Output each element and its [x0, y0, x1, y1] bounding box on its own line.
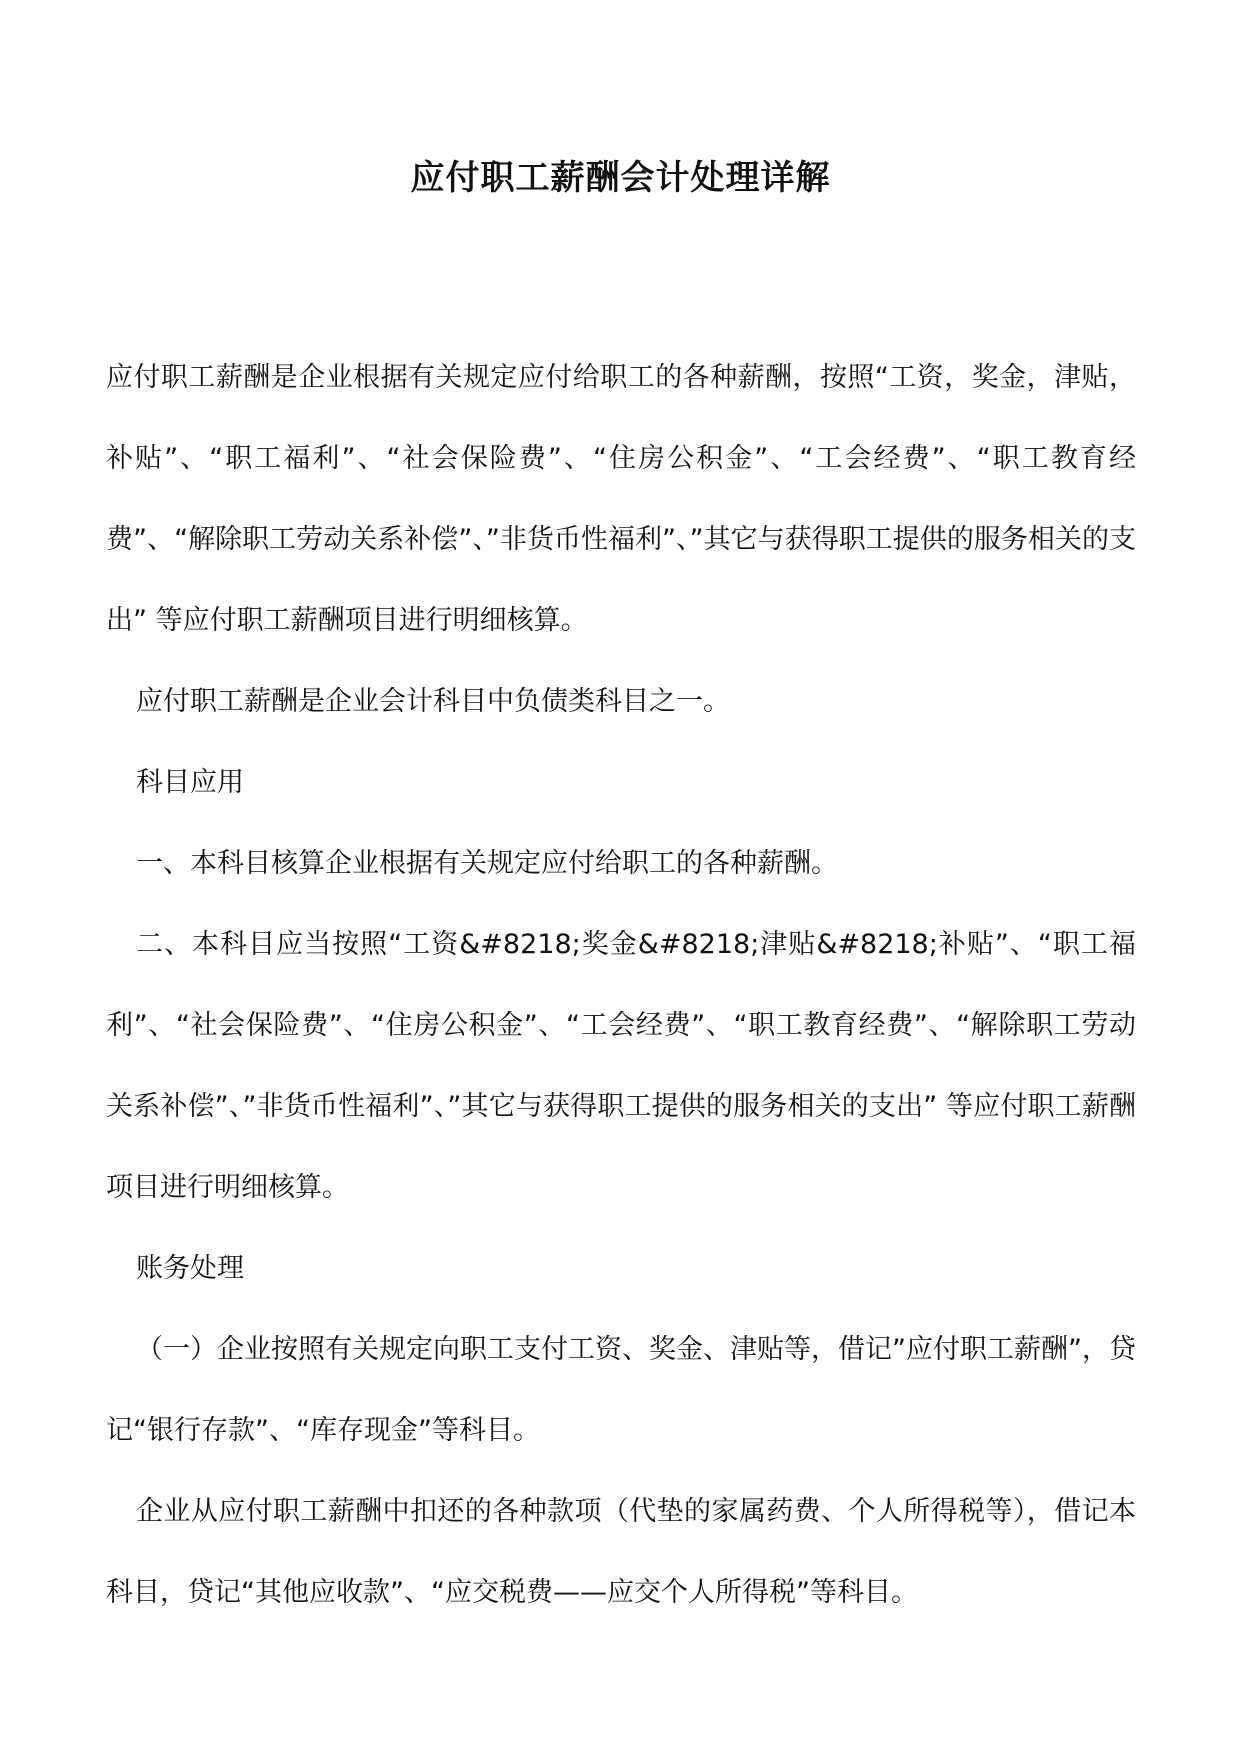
paragraph-item-two: 二、本科目应当按照“工资&#8218;奖金&#8218;津贴&#8218;补贴”、“职工福利”、“社会保险费”、“住房公积金”、“工会经费”、“职工教育经费”、“解除职工劳动关系补偿”、”非货币性福利”、”其它与获得职工提供的服务相关的支出” 等应付职工薪酬项目进行明细核算。 — [106, 929, 1136, 1203]
document-body — [106, 337, 1136, 1633]
paragraph-item-one: 一、本科目核算企业根据有关规定应付给职工的各种薪酬。 — [136, 848, 838, 879]
section-heading-account-usage: 科目应用 — [136, 767, 244, 798]
paragraph-deductions: 企业从应付职工薪酬中扣还的各种款项（代垫的家属药费、个人所得税等），借记本科目，贷记“其他应收款”、“应交税费——应交个人所得税”等科目。 — [106, 1496, 1136, 1608]
paragraph-liability-class: 应付职工薪酬是企业会计科目中负债类科目之一。 — [136, 686, 730, 717]
paragraph-intro: 应付职工薪酬是企业根据有关规定应付给职工的各种薪酬，按照“工资，奖金，津贴，补贴”、“职工福利”、“社会保险费”、“住房公积金”、“工会经费”、“职工教育经费”、“解除职工劳动关系补偿”、”非货币性福利”、”其它与获得职工提供的服务相关的支出” 等应付职工薪酬项目进行明细核算。 — [106, 362, 1136, 636]
page-title: 应付职工薪酬会计处理详解 — [410, 158, 831, 198]
paragraph-treatment-one: （一）企业按照有关规定向职工支付工资、奖金、津贴等，借记”应付职工薪酬”，贷记“银行存款”、“库存现金”等科目。 — [106, 1334, 1136, 1446]
section-heading-accounting-treatment: 账务处理 — [136, 1253, 244, 1284]
